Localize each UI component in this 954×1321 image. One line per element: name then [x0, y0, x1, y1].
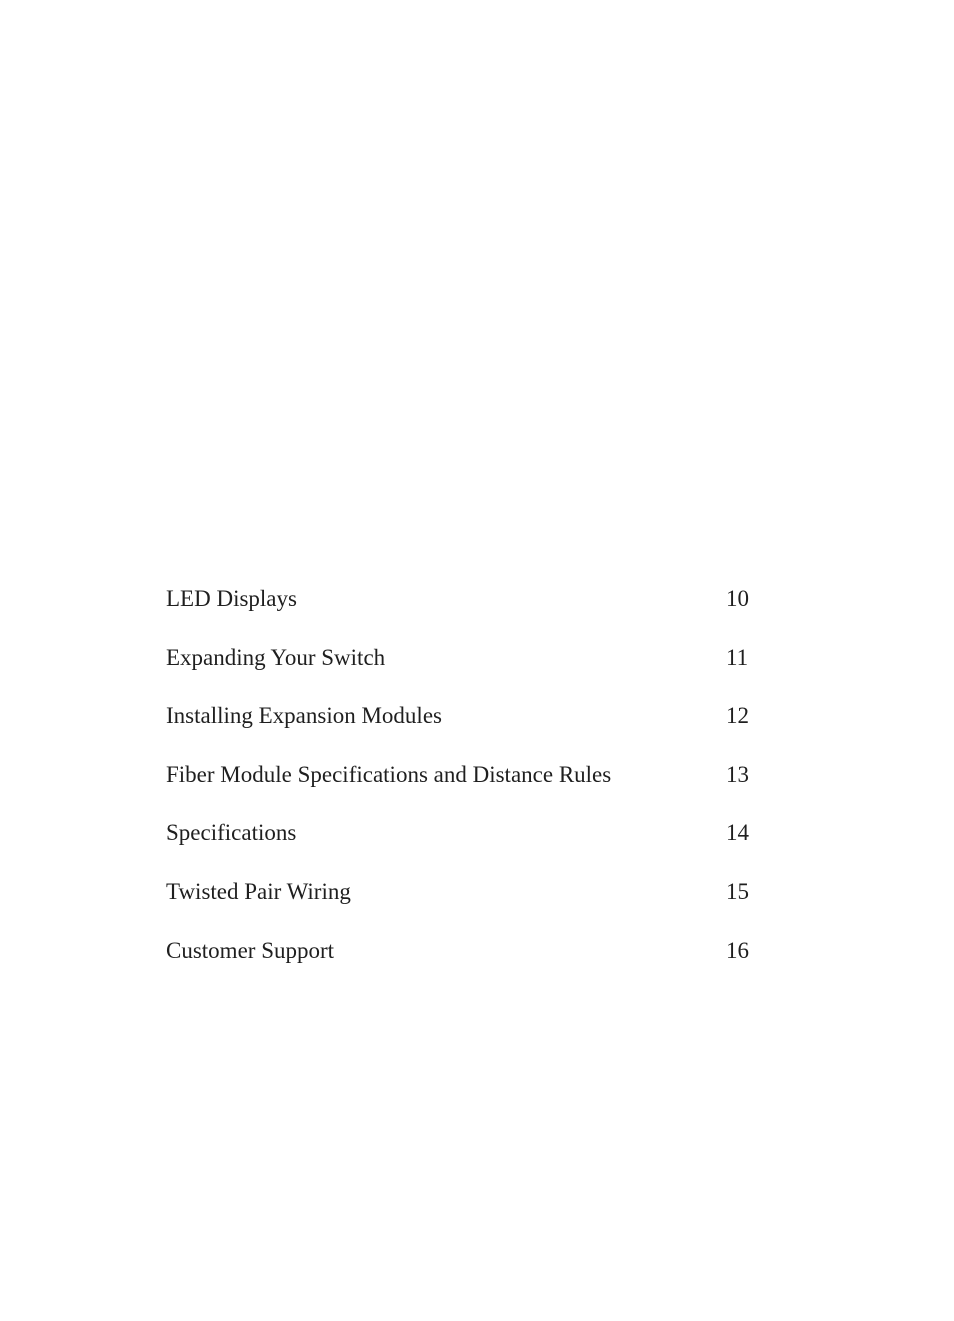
- toc-entry-led-displays: [166, 583, 750, 642]
- toc-entry-customer-support: [166, 935, 750, 994]
- toc-entry-title: Expanding Your Switch: [166, 644, 386, 670]
- toc-entry-page-number: 11: [726, 644, 749, 670]
- toc-entry-page-number: 12: [726, 703, 749, 729]
- toc-entry-title: Twisted Pair Wiring: [166, 878, 351, 904]
- toc-entry-installing-expansion-modules: [166, 700, 750, 759]
- toc-entry-fiber-module-specifications: [166, 759, 750, 818]
- toc-entry-page-number: 13: [726, 761, 749, 787]
- toc-entry-page-number: 14: [726, 820, 749, 846]
- toc-entry-page-number: 16: [726, 937, 749, 963]
- toc-entry-specifications: [166, 817, 750, 876]
- table-of-contents: [166, 583, 750, 993]
- toc-entry-title: Installing Expansion Modules: [166, 703, 442, 729]
- toc-entry-title: Specifications: [166, 820, 297, 846]
- toc-entry-title: Fiber Module Specifications and Distance Rules: [166, 761, 612, 787]
- toc-entry-expanding-your-switch: [166, 642, 750, 701]
- toc-entry-twisted-pair-wiring: [166, 876, 750, 935]
- toc-entry-title: LED Displays: [166, 586, 297, 611]
- toc-entry-page-number: 15: [726, 878, 749, 904]
- toc-entry-page-number: 10: [726, 586, 749, 611]
- toc-entry-title: Customer Support: [166, 937, 335, 963]
